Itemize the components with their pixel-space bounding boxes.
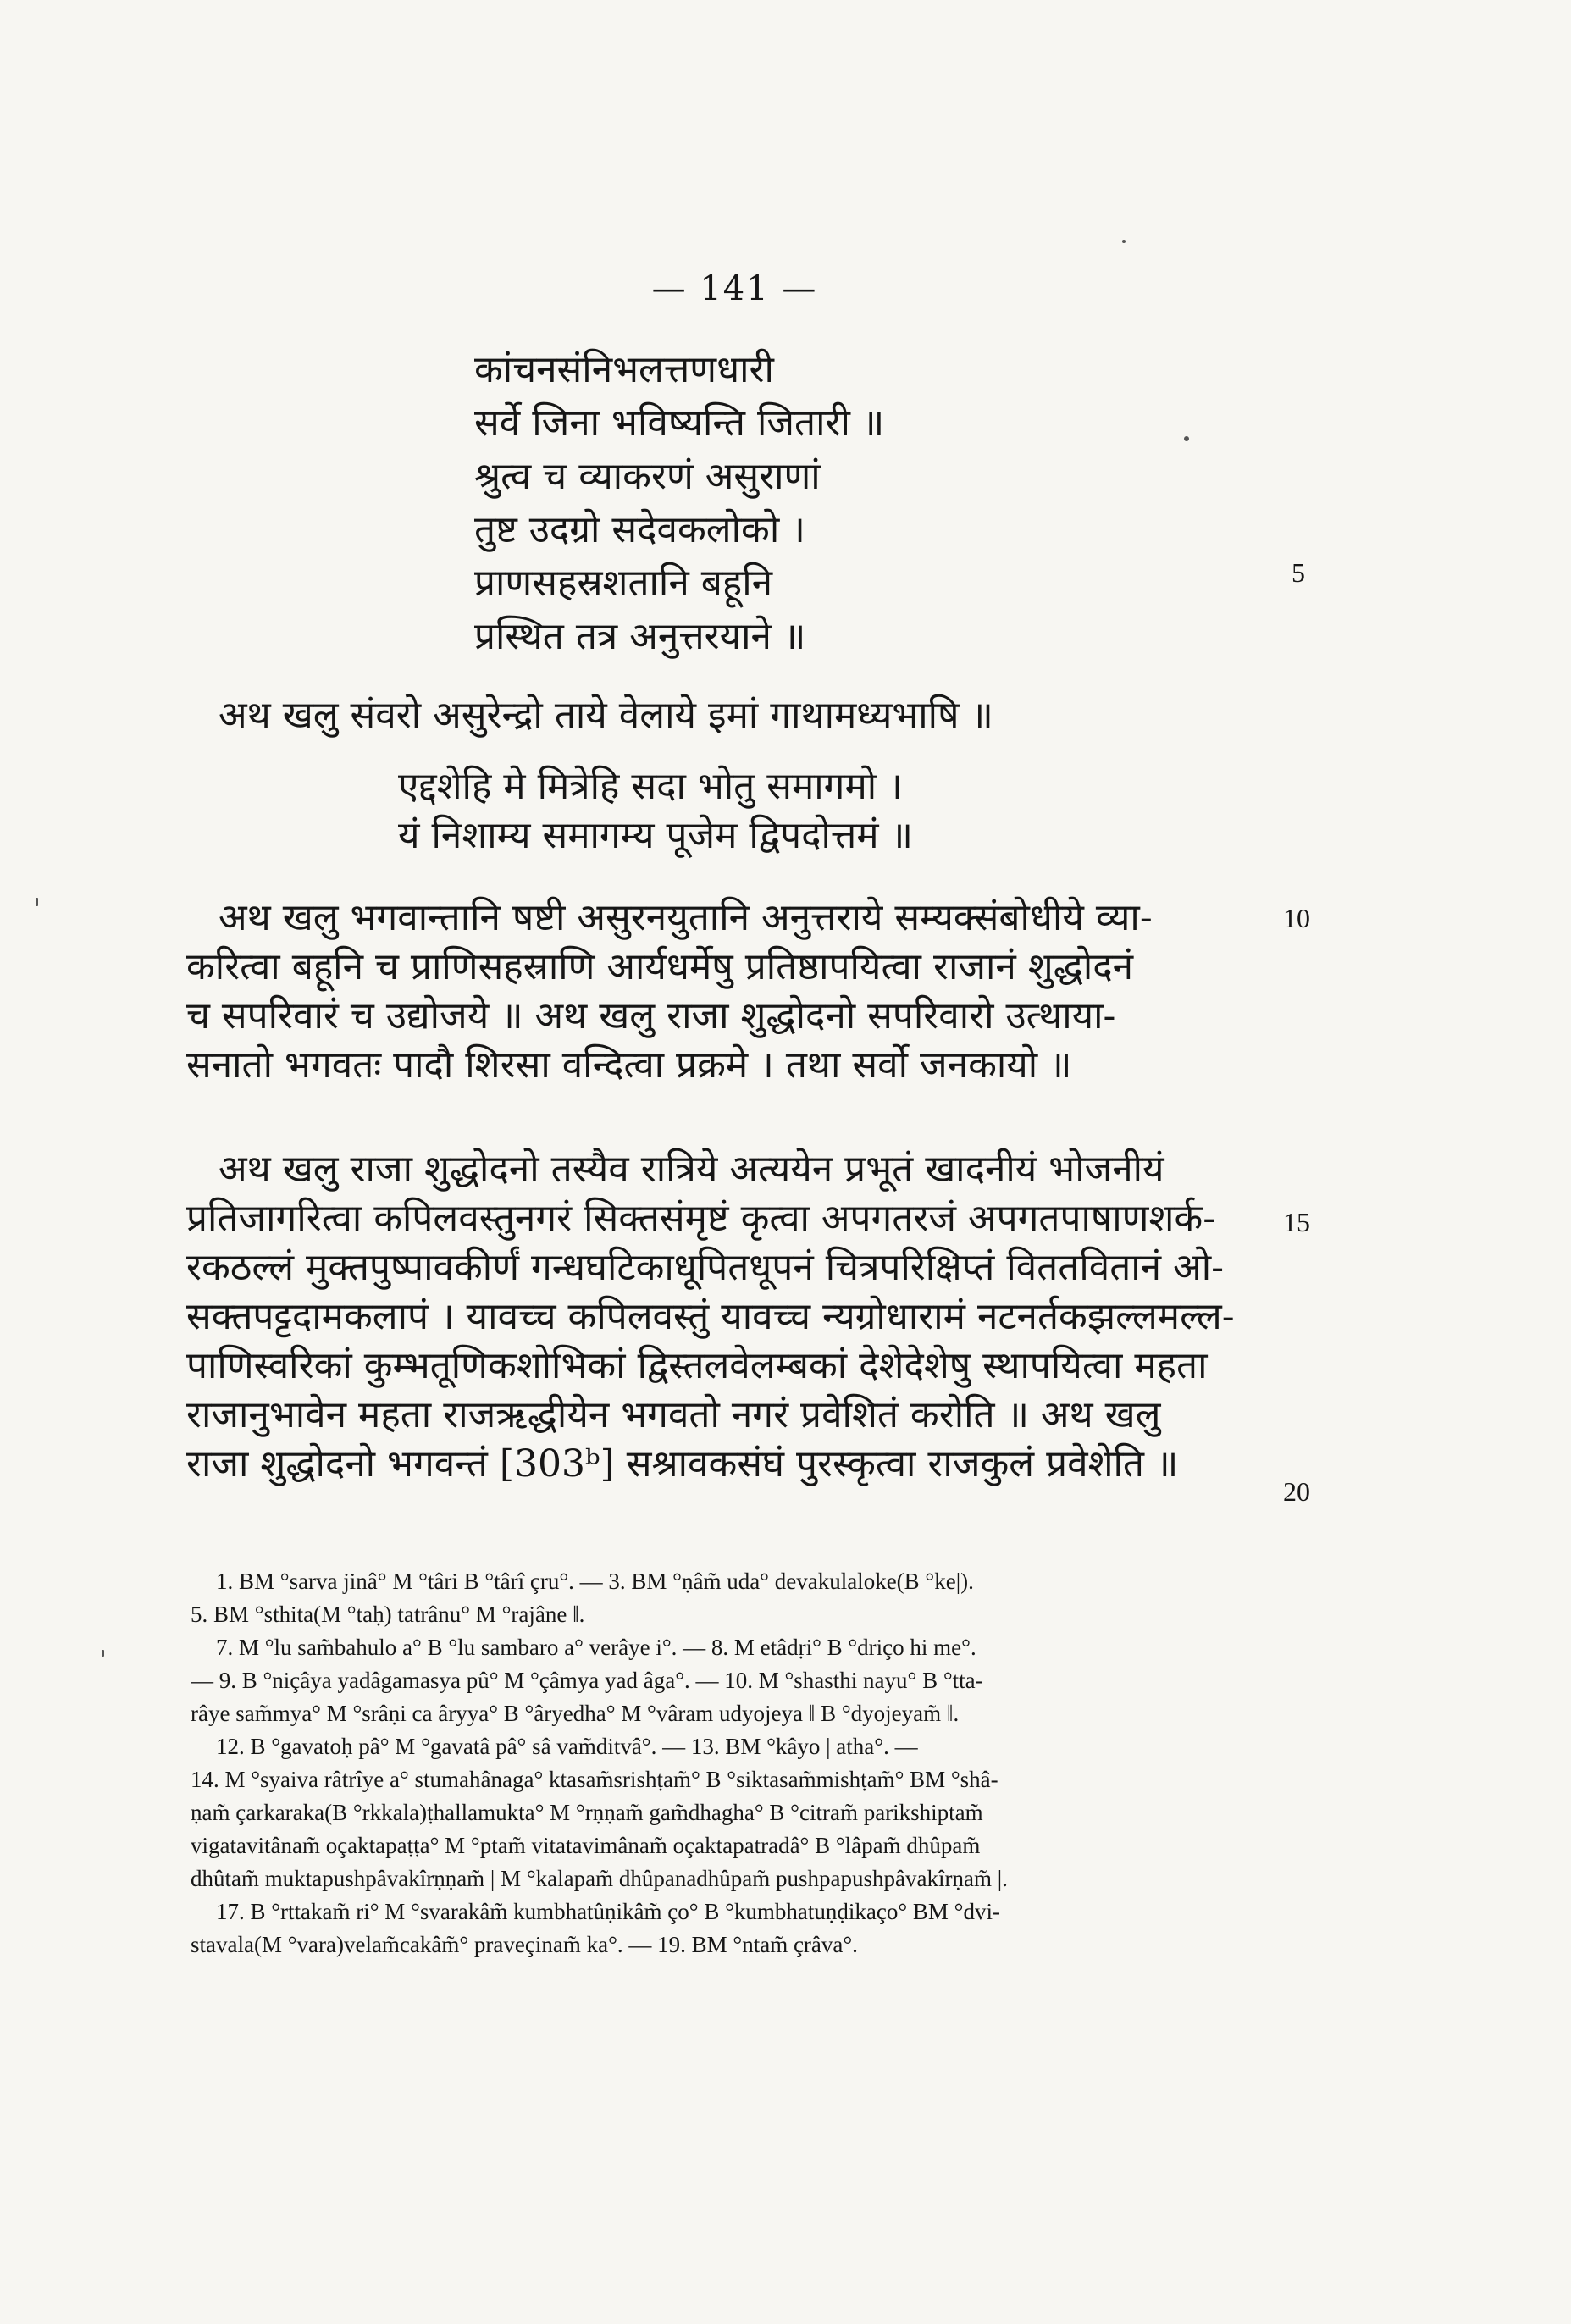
verse-line: कांचनसंनिभलत्तणधारी bbox=[474, 348, 774, 391]
line-number-5: 5 bbox=[1292, 557, 1305, 588]
paragraph-1 bbox=[186, 894, 1292, 1090]
footnotes bbox=[191, 1565, 1300, 1962]
prose-line: सनातो भगवतः पादौ शिरसा वन्दित्वा प्रक्रमे । तथा सर्वो जनकायो ॥ bbox=[186, 1043, 1072, 1087]
footnote-line: râye sam̃mya° M °srâṇi ca âryya° B °âryedha° M °vâram udyojeya ‖ B °dyojeyam̃ ‖. bbox=[191, 1701, 960, 1726]
footnote-line: — 9. B °niçâya yadâgamasya pû° M °çâmya yad âga°. — 10. M °shasthi nayu° B °tta- bbox=[191, 1668, 983, 1693]
verse-block-1 bbox=[474, 343, 884, 663]
prose-line: पाणिस्वरिकां कुम्भतूणिकशोभिकां द्विस्तलवेलम्बकां देशेदेशेषु स्थापयित्वा महता bbox=[186, 1344, 1208, 1387]
verse-line: प्रस्थित तत्र अनुत्तरयाने ॥ bbox=[474, 615, 806, 658]
prose-line: रकठल्लं मुक्तपुष्पावकीर्णं गन्धघटिकाधूपितधूपनं चित्रपरिक्षिप्तं विततवितानं ओ- bbox=[186, 1246, 1224, 1289]
footnote-line: 5. BM °sthita(M °taḥ) tatrânu° M °rajâne ‖. bbox=[191, 1602, 585, 1627]
line-number-20: 20 bbox=[1283, 1476, 1310, 1507]
prose-line: राजा शुद्धोदनो भगवन्तं [303ᵇ] सश्रावकसंघं पुरस्कृत्वा राजकुलं प्रवेशेति ॥ bbox=[186, 1442, 1179, 1486]
footnote-line: 12. B °gavatoḥ pâ° M °gavatâ pâ° sâ vam̃ditvâ°. — 13. BM °kâyo | atha°. — bbox=[216, 1734, 918, 1759]
footnote-line: dhûtam̃ muktapushpâvakîrṇṇam̃ | M °kalapam̃ dhûpanadhûpam̃ pushpapushpâvakîrṇam̃ |. bbox=[191, 1866, 1008, 1891]
prose-line: राजानुभावेन महता राजऋद्धीयेन भगवतो नगरं प्रवेशितं करोति ॥ अथ खलु bbox=[186, 1393, 1161, 1436]
prose-line: अथ खलु भगवान्तानि षष्टी असुरनयुतानि अनुत्तराये सम्यक्संबोधीये व्या- bbox=[219, 896, 1153, 939]
line-number-10: 10 bbox=[1283, 903, 1310, 933]
verse-block-2 bbox=[398, 762, 913, 860]
paragraph-2 bbox=[186, 1145, 1292, 1489]
verse-line: प्राणसहस्रशतानि बहूनि bbox=[474, 562, 773, 605]
prose-line-single: अथ खलु संवरो असुरेन्द्रो ताये वेलाये इमां गाथामध्यभाषि ॥ bbox=[219, 694, 993, 737]
scan-speck bbox=[1122, 240, 1126, 243]
verse-line: सर्वे जिना भविष्यन्ति जितारी ॥ bbox=[474, 401, 885, 445]
verse-line: यं निशाम्य समागम्य पूजेम द्विपदोत्तमं ॥ bbox=[398, 814, 913, 857]
footnote-line: ṇam̃ çarkaraka(B °rkkala)ṭhallamukta° M °rṇṇam̃ gam̃dhagha° B °citram̃ parikshiptam̃ bbox=[191, 1800, 983, 1825]
scan-speck bbox=[102, 1650, 104, 1657]
scan-speck bbox=[36, 898, 38, 906]
footnote-line: 17. B °rttakam̃ ri° M °svarakâm̃ kumbhatûṇikâm̃ ço° B °kumbhatuṇḍikaço° BM °dvi- bbox=[216, 1899, 1000, 1924]
scan-speck bbox=[1184, 436, 1189, 441]
verse-line: तुष्ट उदग्रो सदेवकलोको । bbox=[474, 508, 805, 551]
footnote-line: 1. BM °sarva jinâ° M °târi B °târî çru°. — 3. BM °ṇâm̃ uda° devakulaloke(B °ke|). bbox=[216, 1569, 974, 1594]
footnote-line: 7. M °lu sam̃bahulo a° B °lu sambaro a° verâye i°. — 8. M etâdṛi° B °driço hi me°. bbox=[216, 1635, 976, 1660]
verse-line: एद्दशेहि मे मित्रेहि सदा भोतु समागमो । bbox=[398, 765, 903, 808]
page-number: — 141 — bbox=[651, 269, 818, 308]
prose-line: सक्तपट्टदामकलापं । यावच्च कपिलवस्तुं यावच्च न्यग्रोधारामं नटनर्तकझल्लमल्ल- bbox=[186, 1295, 1235, 1338]
prose-line: अथ खलु राजा शुद्धोदनो तस्यैव रात्रिये अत्ययेन प्रभूतं खादनीयं भोजनीयं bbox=[219, 1148, 1164, 1191]
prose-line: च सपरिवारं च उद्योजये ॥ अथ खलु राजा शुद्धोदनो सपरिवारो उत्थाया- bbox=[186, 994, 1116, 1038]
footnote-line: 14. M °syaiva râtrîye a° stumahânaga° ktasam̃srishṭam̃° B °siktasam̃mishṭam̃° BM °shâ- bbox=[191, 1767, 998, 1792]
footnote-line: stavala(M °vara)velam̃cakâm̃° praveçinam̃ ka°. — 19. BM °ntam̃ çrâva°. bbox=[191, 1932, 858, 1957]
line-number-15: 15 bbox=[1283, 1207, 1310, 1237]
verse-line: श्रुत्व च व्याकरणं असुराणां bbox=[474, 455, 821, 498]
prose-line: करित्वा बहूनि च प्राणिसहस्राणि आर्यधर्मेषु प्रतिष्ठापयित्वा राजानं शुद्धोदनं bbox=[186, 945, 1134, 988]
footnote-line: vigatavitânam̃ oçaktapaṭṭa° M °ptam̃ vitatavimânam̃ oçaktapatradâ° B °lâpam̃ dhûpam̃ bbox=[191, 1833, 981, 1858]
prose-line: प्रतिजागरित्वा कपिलवस्तुनगरं सिक्तसंमृष्टं कृत्वा अपगतरजं अपगतपाषाणशर्क- bbox=[186, 1197, 1216, 1240]
